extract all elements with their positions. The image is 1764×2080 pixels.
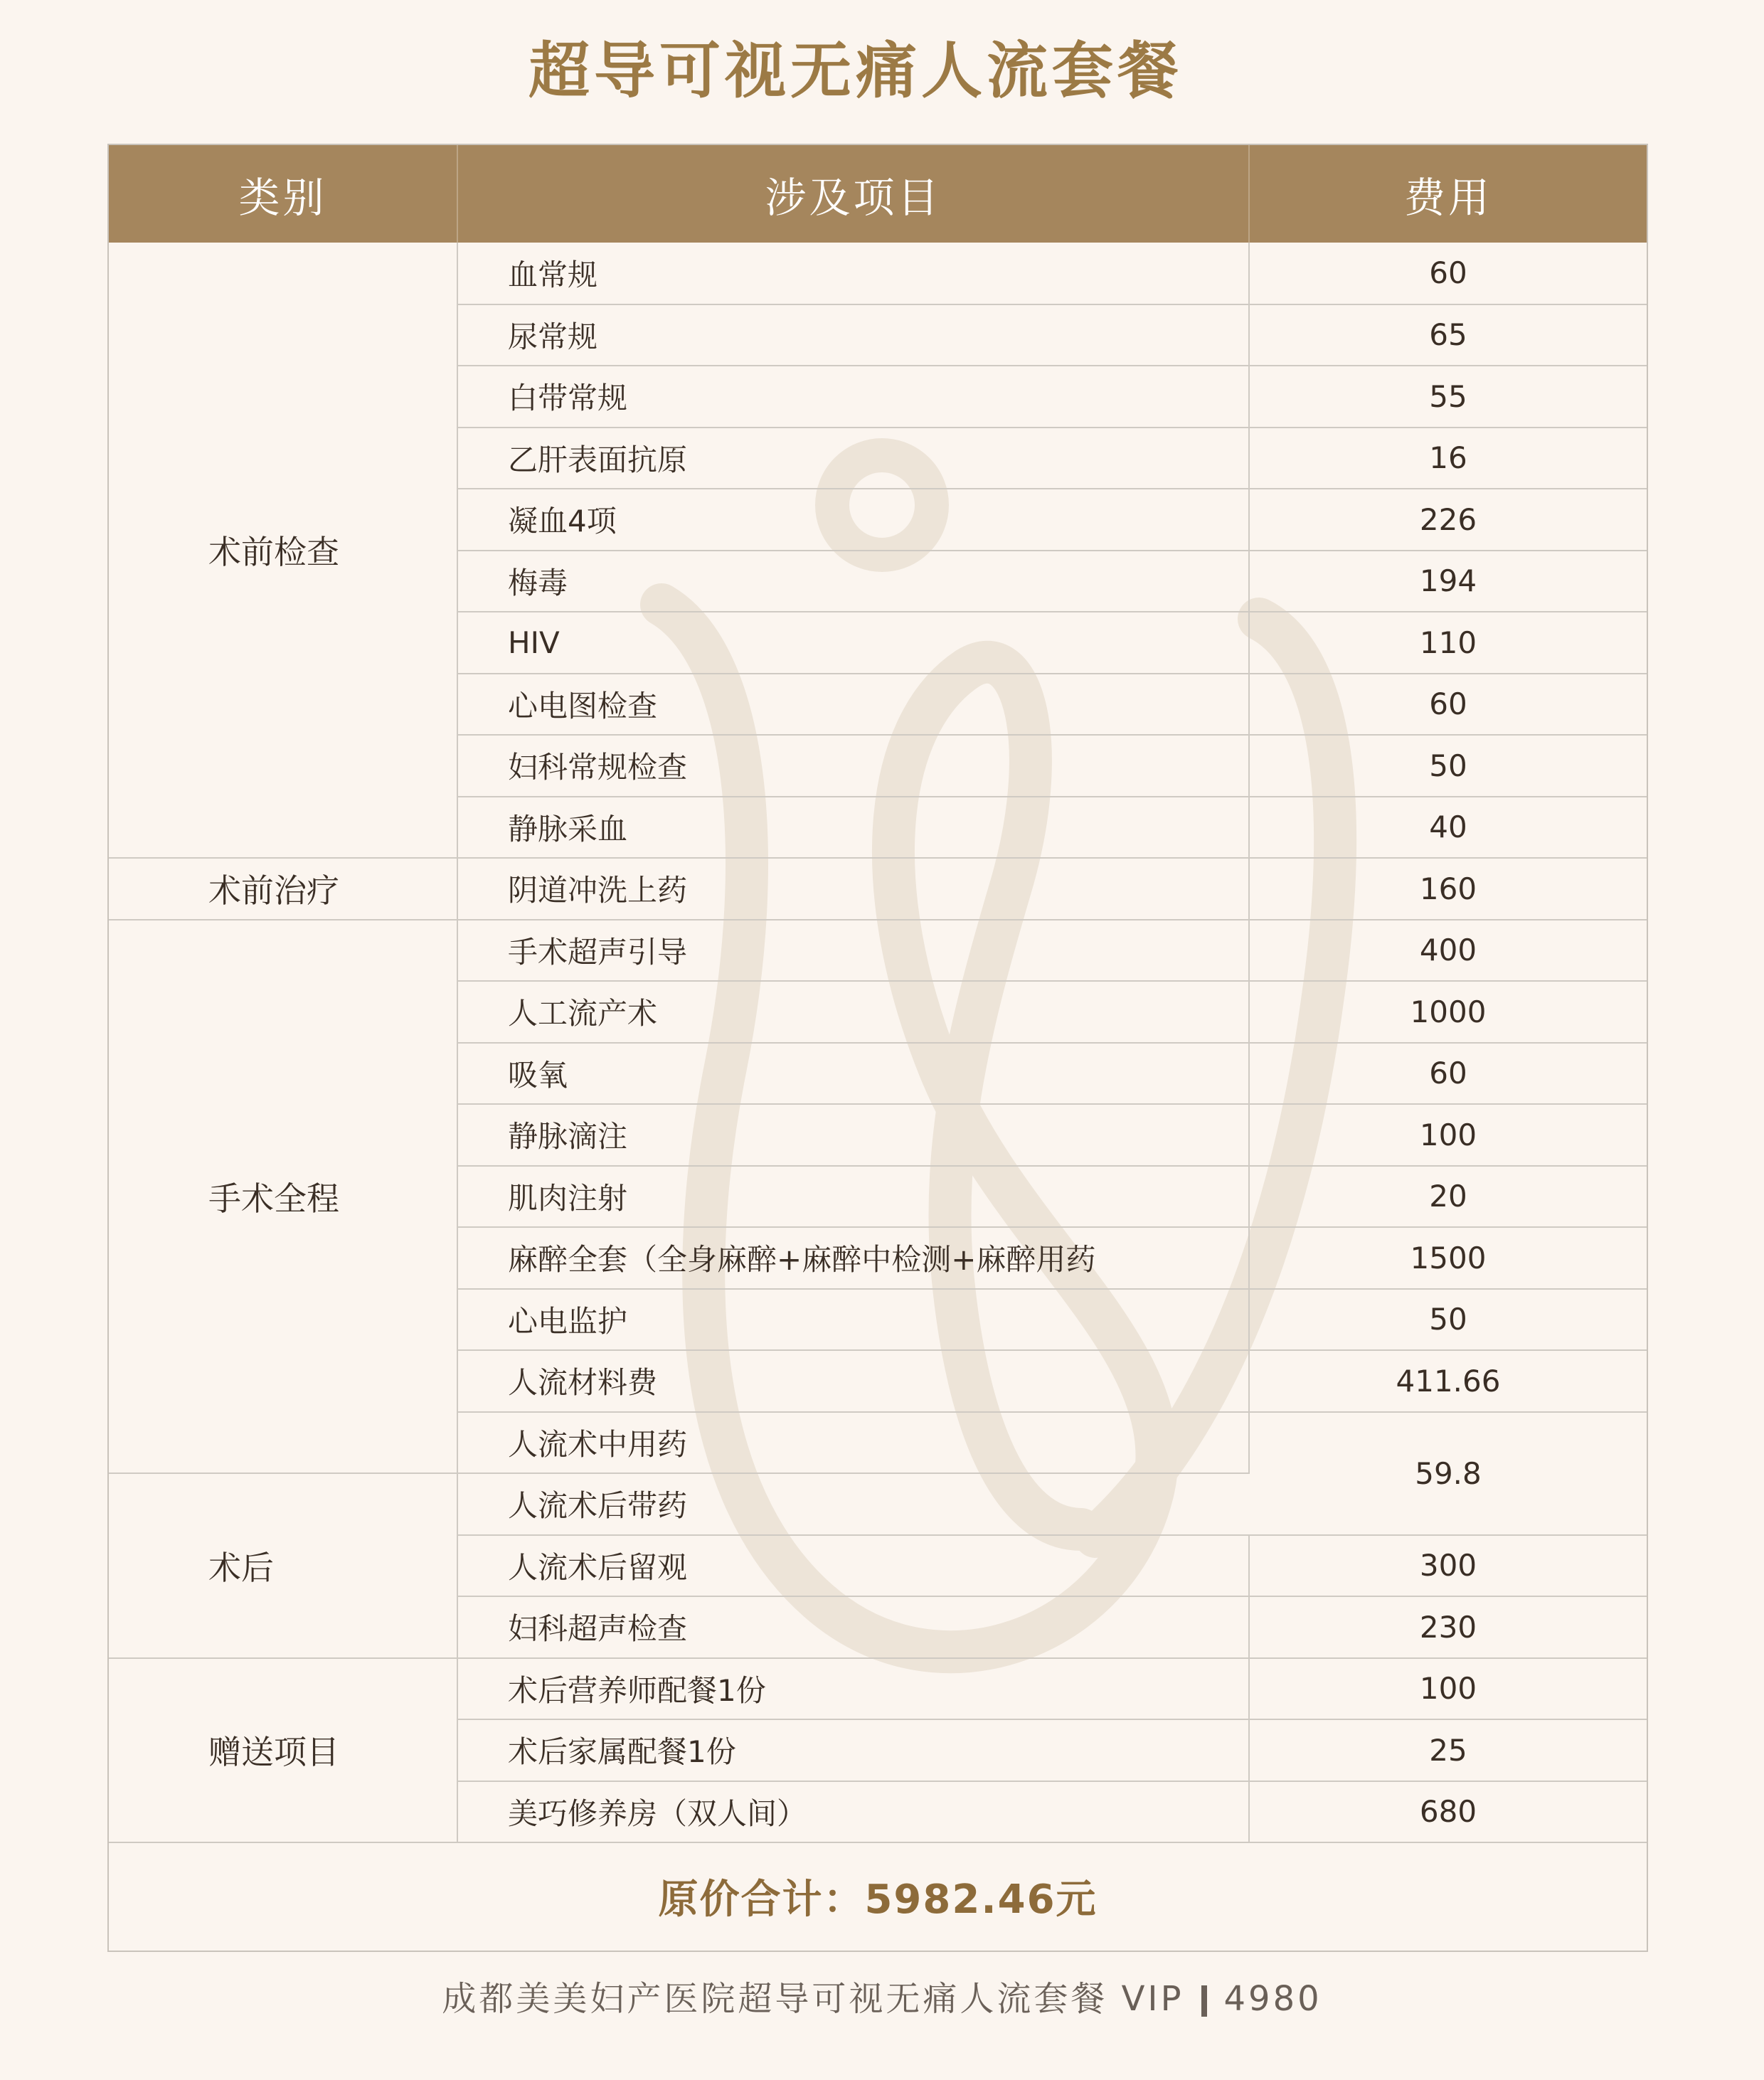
item-cell: 阴道冲洗上药 [457, 858, 1249, 920]
fee-cell: 50 [1249, 735, 1647, 797]
table-row [109, 1658, 1647, 1720]
item-cell: 尿常规 [457, 304, 1249, 366]
table-header-row [109, 145, 1647, 243]
item-cell: 人流术中用药 [457, 1412, 1249, 1474]
item-cell: 静脉采血 [457, 797, 1249, 859]
item-cell: 人流术后带药 [457, 1473, 1249, 1535]
item-cell: 梅毒 [457, 551, 1249, 612]
fee-cell: 59.8 [1249, 1412, 1647, 1535]
category-cell: 术前检查 [109, 243, 457, 858]
item-cell: 人流术后留观 [457, 1535, 1249, 1597]
item-cell: 肌肉注射 [457, 1166, 1249, 1228]
table-row [109, 858, 1647, 920]
page-title: 超导可视无痛人流套餐 [528, 36, 1183, 107]
fee-cell: 100 [1249, 1658, 1647, 1720]
header-items: 涉及项目 [457, 145, 1249, 243]
item-cell: 凝血4项 [457, 489, 1249, 551]
fee-cell: 226 [1249, 489, 1647, 551]
fee-cell: 1000 [1249, 981, 1647, 1043]
item-cell: 白带常规 [457, 366, 1249, 428]
item-cell: 美巧修养房（双人间） [457, 1781, 1249, 1843]
fee-cell: 65 [1249, 304, 1647, 366]
item-cell: 术后家属配餐1份 [457, 1719, 1249, 1781]
item-cell: 心电监护 [457, 1289, 1249, 1351]
package-table-frame [107, 144, 1648, 1952]
fee-cell: 680 [1249, 1781, 1647, 1843]
header-category: 类别 [109, 145, 457, 243]
item-cell: 人工流产术 [457, 981, 1249, 1043]
fee-cell: 1500 [1249, 1227, 1647, 1289]
item-cell: 手术超声引导 [457, 920, 1249, 982]
fee-cell: 20 [1249, 1166, 1647, 1228]
fee-cell: 230 [1249, 1596, 1647, 1658]
fee-cell: 160 [1249, 858, 1647, 920]
package-table [109, 145, 1647, 1843]
fee-cell: 50 [1249, 1289, 1647, 1351]
fee-cell: 100 [1249, 1104, 1647, 1166]
item-cell: 人流材料费 [457, 1350, 1249, 1412]
footer-divider [1201, 1985, 1207, 2017]
fee-cell: 60 [1249, 1043, 1647, 1105]
fee-cell: 300 [1249, 1535, 1647, 1597]
fee-cell: 40 [1249, 797, 1647, 859]
item-cell: 妇科超声检查 [457, 1596, 1249, 1658]
category-cell: 术前治疗 [109, 858, 457, 920]
fee-cell: 194 [1249, 551, 1647, 612]
item-cell: HIV [457, 612, 1249, 674]
fee-cell: 110 [1249, 612, 1647, 674]
item-cell: 术后营养师配餐1份 [457, 1658, 1249, 1720]
category-cell: 术后 [109, 1473, 457, 1658]
fee-cell: 411.66 [1249, 1350, 1647, 1412]
footer-text: 成都美美妇产医院超导可视无痛人流套餐 VIP [442, 1979, 1184, 2019]
item-cell: 心电图检查 [457, 674, 1249, 736]
footer [0, 1963, 1764, 2034]
fee-cell: 25 [1249, 1719, 1647, 1781]
fee-cell: 55 [1249, 366, 1647, 428]
header-fee: 费用 [1249, 145, 1647, 243]
footer-price: 4980 [1223, 1979, 1322, 2019]
item-cell: 吸氧 [457, 1043, 1249, 1105]
category-cell: 手术全程 [109, 920, 457, 1474]
fee-cell: 60 [1249, 243, 1647, 304]
item-cell: 乙肝表面抗原 [457, 428, 1249, 489]
table-row [109, 920, 1647, 982]
category-cell: 赠送项目 [109, 1658, 457, 1843]
item-cell: 静脉滴注 [457, 1104, 1249, 1166]
total-price: 原价合计：5982.46元 [658, 1877, 1098, 1923]
fee-cell: 16 [1249, 428, 1647, 489]
fee-cell: 60 [1249, 674, 1647, 736]
item-cell: 血常规 [457, 243, 1249, 304]
fee-cell: 400 [1249, 920, 1647, 982]
item-cell: 妇科常规检查 [457, 735, 1249, 797]
table-row [109, 243, 1647, 304]
item-cell: 麻醉全套（全身麻醉+麻醉中检测+麻醉用药 [457, 1227, 1249, 1289]
